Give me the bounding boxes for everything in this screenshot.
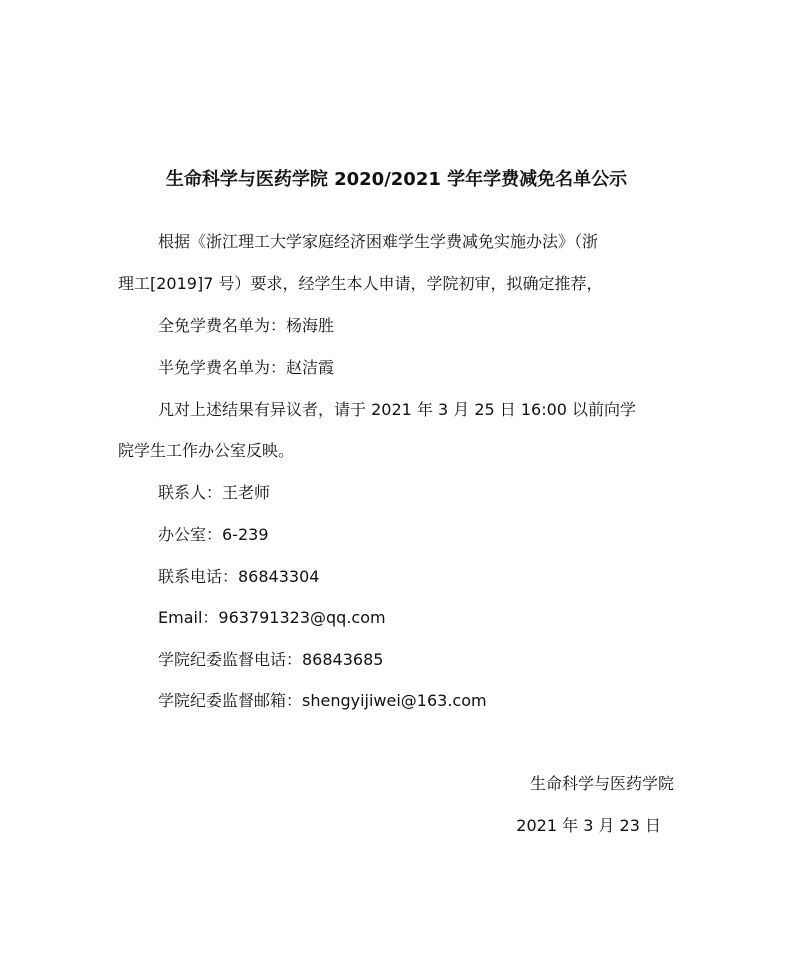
objection-notice-line-2: 院学生工作办公室反映。 — [118, 441, 295, 460]
signature-date: 2021 年 3 月 23 日 — [516, 816, 661, 835]
objection-notice-line-1: 凡对上述结果有异议者，请于 2021 年 3 月 25 日 16:00 以前向学 — [158, 400, 637, 419]
paragraph-intro-line-1: 根据《浙江理工大学家庭经济困难学生学费减免实施办法》（浙 — [158, 232, 599, 251]
supervision-email: 学院纪委监督邮箱：shengyijiwei@163.com — [158, 691, 487, 710]
contact-email: Email：963791323@qq.com — [158, 608, 386, 627]
full-exemption-list: 全免学费名单为：杨海胜 — [158, 316, 335, 335]
office-number: 办公室：6-239 — [158, 525, 269, 544]
contact-person: 联系人：王老师 — [158, 483, 271, 502]
contact-phone: 联系电话：86843304 — [158, 567, 320, 586]
half-exemption-list: 半免学费名单为：赵洁霞 — [158, 358, 335, 377]
signature-organization: 生命科学与医药学院 — [529, 774, 674, 793]
paragraph-intro-line-2: 理工[2019]7 号）要求，经学生本人申请，学院初审，拟确定推荐， — [118, 274, 603, 293]
supervision-phone: 学院纪委监督电话：86843685 — [158, 650, 384, 669]
document-title: 生命科学与医药学院 2020/2021 学年学费减免名单公示 — [165, 169, 628, 190]
